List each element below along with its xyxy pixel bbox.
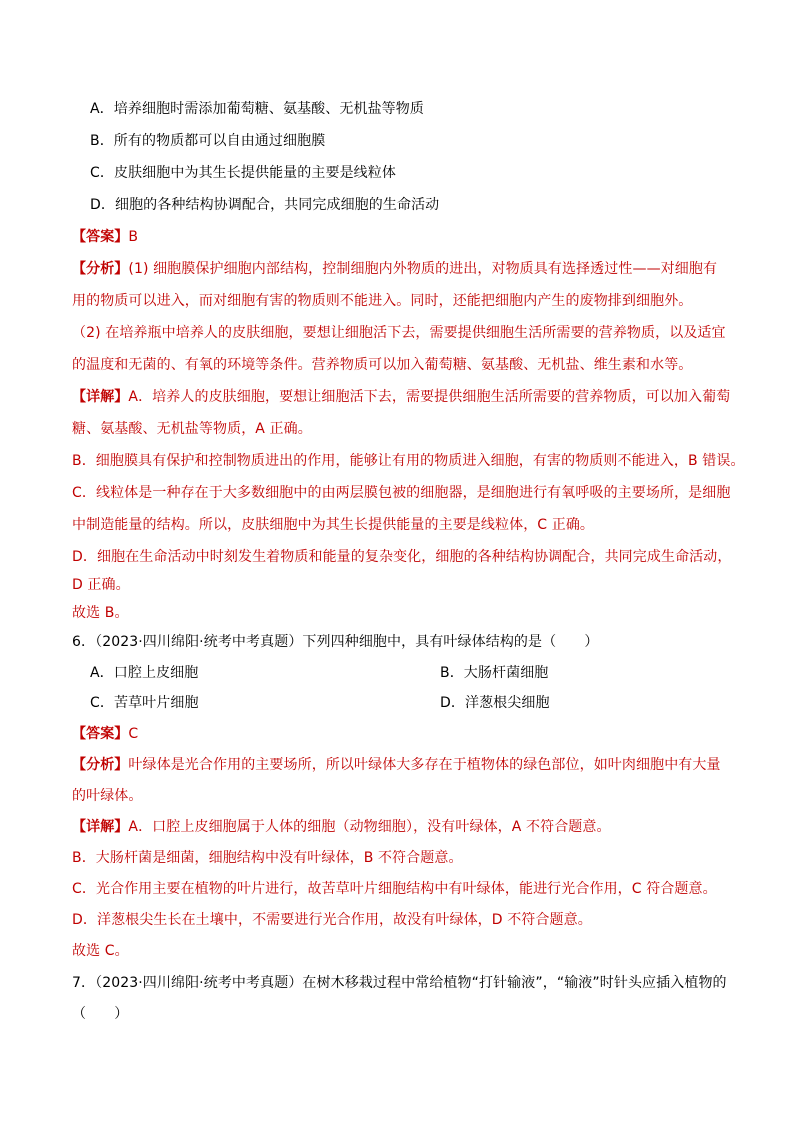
q6-detail-line-1: 【详解】A．口腔上皮细胞属于人体的细胞（动物细胞），没有叶绿体，A 不符合题意。 — [72, 819, 611, 835]
q6-options-row-1 — [90, 663, 549, 683]
detail-label: 【详解】 — [72, 389, 129, 405]
q5-detail-line-5: 中制造能量的结构。所以，皮肤细胞中为其生长提供能量的主要是线粒体，C 正确。 — [72, 517, 595, 533]
analysis-label: 【分析】 — [72, 261, 129, 277]
q6-analysis-line-1: 【分析】叶绿体是光合作用的主要场所，所以叶绿体大多存在于植物体的绿色部位，如叶肉细胞中有大量 — [72, 757, 721, 773]
q5-option-d: D．细胞的各种结构协调配合，共同完成细胞的生命活动 — [90, 197, 440, 213]
q5-answer-line — [72, 227, 138, 247]
q5-analysis-line-3: （2) 在培养瓶中培养人的皮肤细胞，要想让细胞活下去，需要提供细胞生活所需要的营养物质，以及适宜 — [72, 325, 726, 341]
q6-option-d: D．洋葱根尖细胞 — [440, 695, 550, 711]
detail-label: 【详解】 — [72, 819, 129, 835]
answer-value: B — [128, 229, 139, 245]
q5-analysis-line-4: 的温度和无菌的、有氧的环境等条件。营养物质可以加入葡萄糖、氨基酸、无机盐、维生素和水等。 — [72, 357, 693, 373]
q7-stem-line-1: 7．（2023·四川绵阳·统考中考真题）在树木移栽过程中常给植物“打针输液”，“输液”时针头应插入植物的 — [72, 975, 727, 991]
q6-detail-line-2: B．大肠杆菌是细菌，细胞结构中没有叶绿体，B 不符合题意。 — [72, 850, 463, 866]
answer-value: C — [128, 726, 139, 742]
q6-detail-line-3: C．光合作用主要在植物的叶片进行，故苦草叶片细胞结构中有叶绿体，能进行光合作用，C 符合题意。 — [72, 881, 717, 897]
q5-conclusion: 故选 B。 — [72, 605, 129, 621]
q5-detail-line-7: D 正确。 — [72, 577, 130, 593]
q6-analysis-line-2: 的叶绿体。 — [72, 788, 143, 804]
q5-detail-line-4: C．线粒体是一种存在于大多数细胞中的由两层膜包被的细胞器，是细胞进行有氧呼吸的主要场所，是细胞 — [72, 485, 731, 501]
q5-detail-line-3: B．细胞膜具有保护和控制物质进出的作用，能够让有用的物质进入细胞，有害的物质则不能进入，B 错误。 — [72, 453, 745, 469]
q6-detail-line-4: D．洋葱根尖生长在土壤中，不需要进行光合作用，故没有叶绿体，D 不符合题意。 — [72, 912, 592, 928]
q5-detail-line-2: 糖、氨基酸、无机盐等物质，A 正确。 — [72, 421, 312, 437]
answer-label: 【答案】 — [72, 726, 129, 742]
q6-option-c: C．苦草叶片细胞 — [90, 695, 199, 711]
q5-detail-line-6: D．细胞在生命活动中时刻发生着物质和能量的复杂变化，细胞的各种结构协调配合，共同完成生命活动， — [72, 549, 732, 565]
q6-option-a: A．口腔上皮细胞 — [90, 665, 199, 681]
analysis-label: 【分析】 — [72, 757, 129, 773]
q5-detail-line-1: 【详解】A．培养人的皮肤细胞，要想让细胞活下去，需要提供细胞生活所需要的营养物质，可以加入葡萄 — [72, 389, 731, 405]
q6-options-row-2 — [90, 693, 550, 713]
q6-conclusion: 故选 C。 — [72, 943, 129, 959]
q7-stem-line-2: （ ） — [72, 1006, 129, 1022]
q5-option-c: C．皮肤细胞中为其生长提供能量的主要是线粒体 — [90, 165, 396, 181]
q5-option-a: A．培养细胞时需添加葡萄糖、氨基酸、无机盐等物质 — [90, 101, 424, 117]
answer-label: 【答案】 — [72, 229, 129, 245]
q5-option-b: B．所有的物质都可以自由通过细胞膜 — [90, 133, 326, 149]
q5-analysis-line-2: 用的物质可以进入，而对细胞有害的物质则不能进入。同时，还能把细胞内产生的废物排到细胞外。 — [72, 293, 693, 309]
q6-stem: 6．（2023·四川绵阳·统考中考真题）下列四种细胞中，具有叶绿体结构的是（ ） — [72, 634, 599, 650]
q5-analysis-line-1: 【分析】(1) 细胞膜保护细胞内部结构，控制细胞内外物质的进出，对物质具有选择透过性——对细胞有 — [72, 261, 718, 277]
q6-answer-line — [72, 724, 138, 744]
q6-option-b: B．大肠杆菌细胞 — [440, 665, 549, 681]
